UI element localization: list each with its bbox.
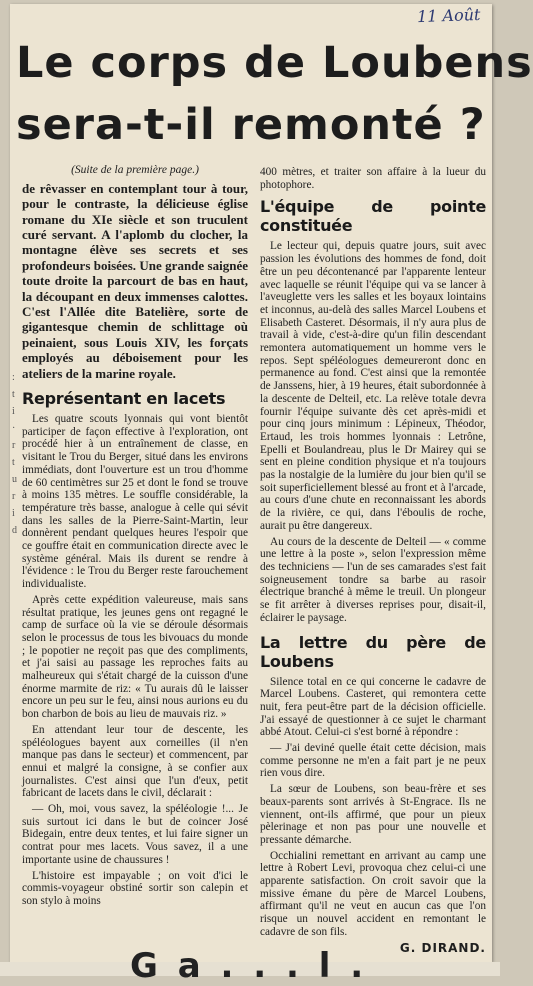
left-column bbox=[22, 164, 248, 911]
subhead-representant: Représentant en lacets bbox=[22, 388, 226, 408]
right-column bbox=[260, 166, 486, 954]
paragraph: — J'ai deviné quelle était cette décision, mais comme personne ne m'en a fait part je ne peux rien vous dire. bbox=[260, 742, 486, 780]
paragraph: En attendant leur tour de descente, les spéléologues bayent aux corneilles (il n'en manque pas dans le secteur) et commencent, par ennui et malgré la consigne, à se confier aux journalistes. C'est ainsi que l'un d'eux, petit fabricant de lacets dans le civil, déclarait : bbox=[22, 723, 248, 800]
headline-line-1: Le corps de Loubens bbox=[16, 38, 533, 88]
intro-paragraph: de rêvasser en contemplant tour à tour, pour le contraste, la délicieuse église romane du XIe siècle et son truculent curé servant. A l'aplomb du clocher, la montagne élève ses secrets et ses profondeurs boisées. Une grande saignée toute droite la parcourt de bas en haut, la découpant en deux immenses calottes. C'est l'Allée dite Batelière, sorte de gigantesque chemin de schlittage où peinaient, sous Louis XIV, les forçats employés au déboisement pour les ateliers de la marine royale. bbox=[22, 180, 248, 381]
continuation-note: (Suite de la première page.) bbox=[71, 164, 199, 176]
subhead-equipe: L'équipe de pointe constituée bbox=[260, 197, 486, 236]
paragraph: Silence total en ce qui concerne le cadavre de Marcel Loubens. Casteret, qui remontera cette nuit, fera peut-être part de la décision officielle. J'ai essayé de questionner à ce sujet le charmant abbé Atout. Celui-ci s'est borné à répondre : bbox=[260, 675, 486, 739]
paragraph: Au cours de la descente de Delteil — « comme une lettre à la poste », selon l'expression même des techniciens — l'un de ses camarades s'est fait soigneusement tondre sa barbe au rasoir électrique branché à même le treuil. Un plongeur se fit arrêter à diverses reprises pour, disait-il, éclairer le paysage. bbox=[260, 535, 486, 624]
paragraph: Après cette expédition valeureuse, mais sans résultat pratique, les jeunes gens ont regagné le camp de surface où la vie se déroule désormais selon le processus de tous les bivouacs du monde ; le popotier ne reçoit pas que des compliments, et j'ai saisi au passage les reproches faits au malheureux qui s'était chargé de la cuisson d'une énorme marmite de riz: « Tu aurais dû le laisser encore un peu sur le feu, ainsi nous aurions eu du bon charbon de bois au lieu de mauvais riz. » bbox=[22, 593, 248, 721]
torn-edge-fragments: : t i · r t u r i d bbox=[12, 372, 17, 536]
author-signature: G. DIRAND. bbox=[399, 940, 486, 955]
paragraph: Occhialini remettant en arrivant au camp une lettre à Robert Levi, provoqua chez celui-ci une apparente satisfaction. On croit savoir que la missive émane du père de Marcel Loubens, affirmant qu'il ne veut en aucun cas que l'on risque un nouvel accident en remontant le cadavre de son fils. bbox=[260, 849, 486, 938]
paragraph: Les quatre scouts lyonnais qui vont bientôt participer de façon effective à l'exploration, ont procédé hier à un entraînement de classe, en visitant le Trou du Berger, situé dans les environs immédiats, dont l'ouverture est un trou d'homme de 60 centimètres sur 25 et dont le fond se trouve à moins 135 mètres. Le souffle considérable, la température très basse, analogue à celle qui sévit dans les salles de la Pierre-Saint-Martin, leur donnèrent pendant quelques heures l'espoir que ce gouffre était en communication directe avec le système général. Mais ils durent se rendre à l'évidence : le Trou du Berger reste farouchement individualiste. bbox=[22, 412, 248, 591]
headline bbox=[16, 32, 533, 156]
paragraph: — Oh, moi, vous savez, la spéléologie !... Je suis surtout ici dans le but de coincer José Bidegain, entre deux tentes, et lui faire signer un contrat pour mes lacets. Vous savez, il a une importante usine de chaussures ! bbox=[22, 803, 248, 866]
newspaper-clipping bbox=[10, 4, 533, 962]
paragraph: Le lecteur qui, depuis quatre jours, suit avec passion les évolutions des hommes de fond, doit être un peu décontenancé par l'apparente lenteur avec laquelle se réunit l'équipe qui va se lancer à l'aveuglette vers les salles et les boyaux lointains et inconnus, au-delà des salles Marcel Loubens et Elisabeth Casteret. Désormais, il n'y aura plus de travail à vide, c'est-à-dire qu'un filin descendant remontera automatiquement un homme vers le repos. Sept spéléologues demeureront donc en permanence au fond. C'est ainsi que la remontée de Janssens, hier, à 19 heures, était subordonnée à la descente de Delteil, etc. La relève totale devra fournir l'équipe suivante dès cet après-midi et pour cinq jours minimum : Lépineux, Théodor, Ertaud, les trois hommes lyonnais : Letrône, Epelli et Boulandreau, plus le Dr Mairey qui se sent en pleine condition physique et n'a toujours pas la nostalgie de la lumière du jour bien qu'il se soit superficiellement blessé au front et à l'arcade, au cours d'une chute en reconnaissant les abords de la rivière, ce qui, dans l'éboulis de roche, aurait pu être dangereux. bbox=[260, 240, 486, 532]
headline-line-2: sera-t-il remonté ? bbox=[16, 100, 486, 150]
continued-paragraph: 400 mètres, et traiter son affaire à la lueur du photophore. bbox=[260, 166, 486, 191]
handwritten-date: 11 Août bbox=[416, 4, 481, 27]
paragraph: La sœur de Loubens, son beau-frère et ses beaux-parents sont arrivés à St-Engrace. Ils ne viennent, ont-ils affirmé, que pour un pieux pèlerinage et non pas pour une nouvelle et pressante démarche. bbox=[260, 783, 486, 846]
next-clipping-fragment: G a . . . l . bbox=[0, 962, 500, 976]
subhead-lettre: La lettre du père de Loubens bbox=[260, 632, 486, 671]
paragraph: L'histoire est impayable ; on voit d'ici le commis-voyageur obstiné sortir son calepin et son stylo à moins bbox=[22, 869, 248, 907]
